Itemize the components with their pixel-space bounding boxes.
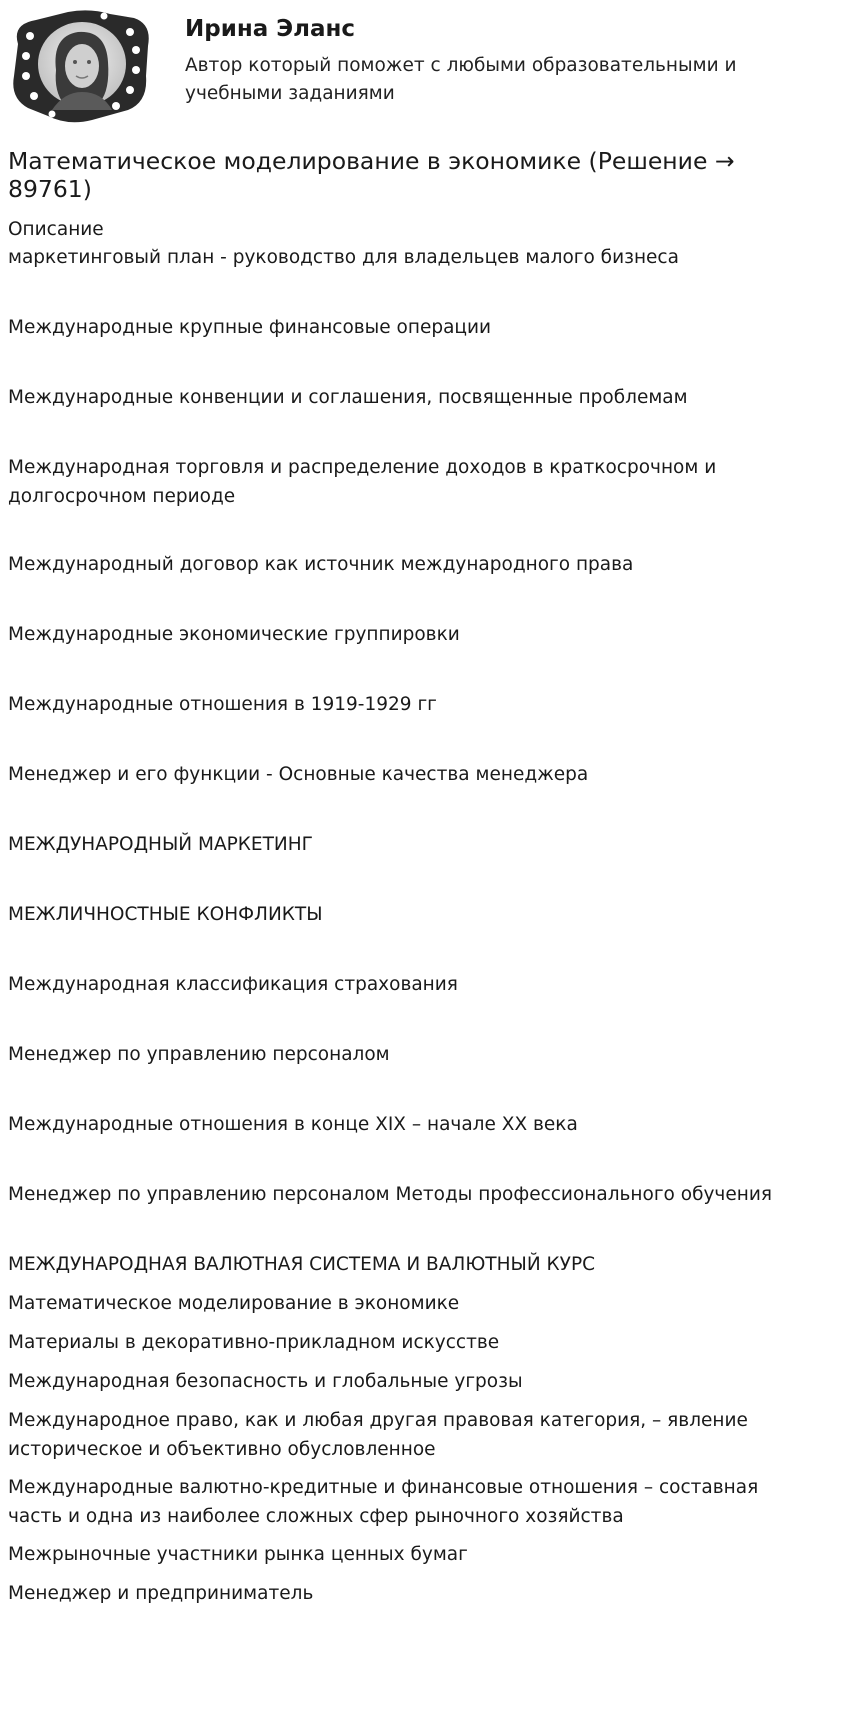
list-item: Менеджер по управлению персоналом Методы профессионального обучения	[8, 1184, 772, 1205]
list-item: Международная классификация страхования	[8, 974, 458, 995]
list-item: МЕЖДУНАРОДНЫЙ МАРКЕТИНГ	[8, 834, 313, 855]
list-item: Международные экономические группировки	[8, 624, 460, 645]
list-item: Международные конвенции и соглашения, посвященные проблемам	[8, 387, 688, 408]
list-item: Международная безопасность и глобальные угрозы	[8, 1371, 523, 1392]
list-item: Математическое моделирование в экономике	[8, 1293, 460, 1314]
author-avatar	[8, 6, 154, 124]
list-item: Менеджер и предприниматель	[8, 1583, 314, 1604]
list-item: Менеджер и его функции - Основные качества менеджера	[8, 764, 589, 785]
list-item: Межрыночные участники рынка ценных бумаг	[8, 1544, 468, 1565]
page-title: Математическое моделирование в экономике (Решение → 89761)	[8, 147, 735, 203]
list-item: Международные крупные финансовые операции	[8, 317, 492, 338]
list-item: Менеджер по управлению персоналом	[8, 1044, 390, 1065]
list-item: Международные отношения в 1919-1929 гг	[8, 694, 437, 715]
list-item: Материалы в декоративно-прикладном искусстве	[8, 1332, 500, 1353]
list-item: МЕЖЛИЧНОСТНЫЕ КОНФЛИКТЫ	[8, 904, 323, 925]
list-item: маркетинговый план - руководство для владельцев малого бизнеса	[8, 247, 679, 268]
author-card	[8, 6, 838, 128]
author-name[interactable]: Ирина Эланс	[185, 16, 356, 42]
description-label: Описание	[8, 219, 104, 240]
list-item: Международный договор как источник международного права	[8, 554, 634, 575]
list-item: Международные отношения в конце XIX – начале XX века	[8, 1114, 578, 1135]
list-item: Международная торговля и распределение доходов в краткосрочном и долгосрочном периоде	[8, 457, 717, 507]
author-description: Автор который поможет с любыми образовательными и учебными заданиями	[185, 55, 737, 104]
list-item: Международное право, как и любая другая правовая категория, – явление историческое и объективно обусловленное	[8, 1410, 748, 1460]
list-item: Международные валютно-кредитные и финансовые отношения – составная часть и одна из наиболее сложных сфер рыночного хозяйства	[8, 1477, 759, 1527]
list-item: МЕЖДУНАРОДНАЯ ВАЛЮТНАЯ СИСТЕМА И ВАЛЮТНЫЙ КУРС	[8, 1254, 596, 1275]
